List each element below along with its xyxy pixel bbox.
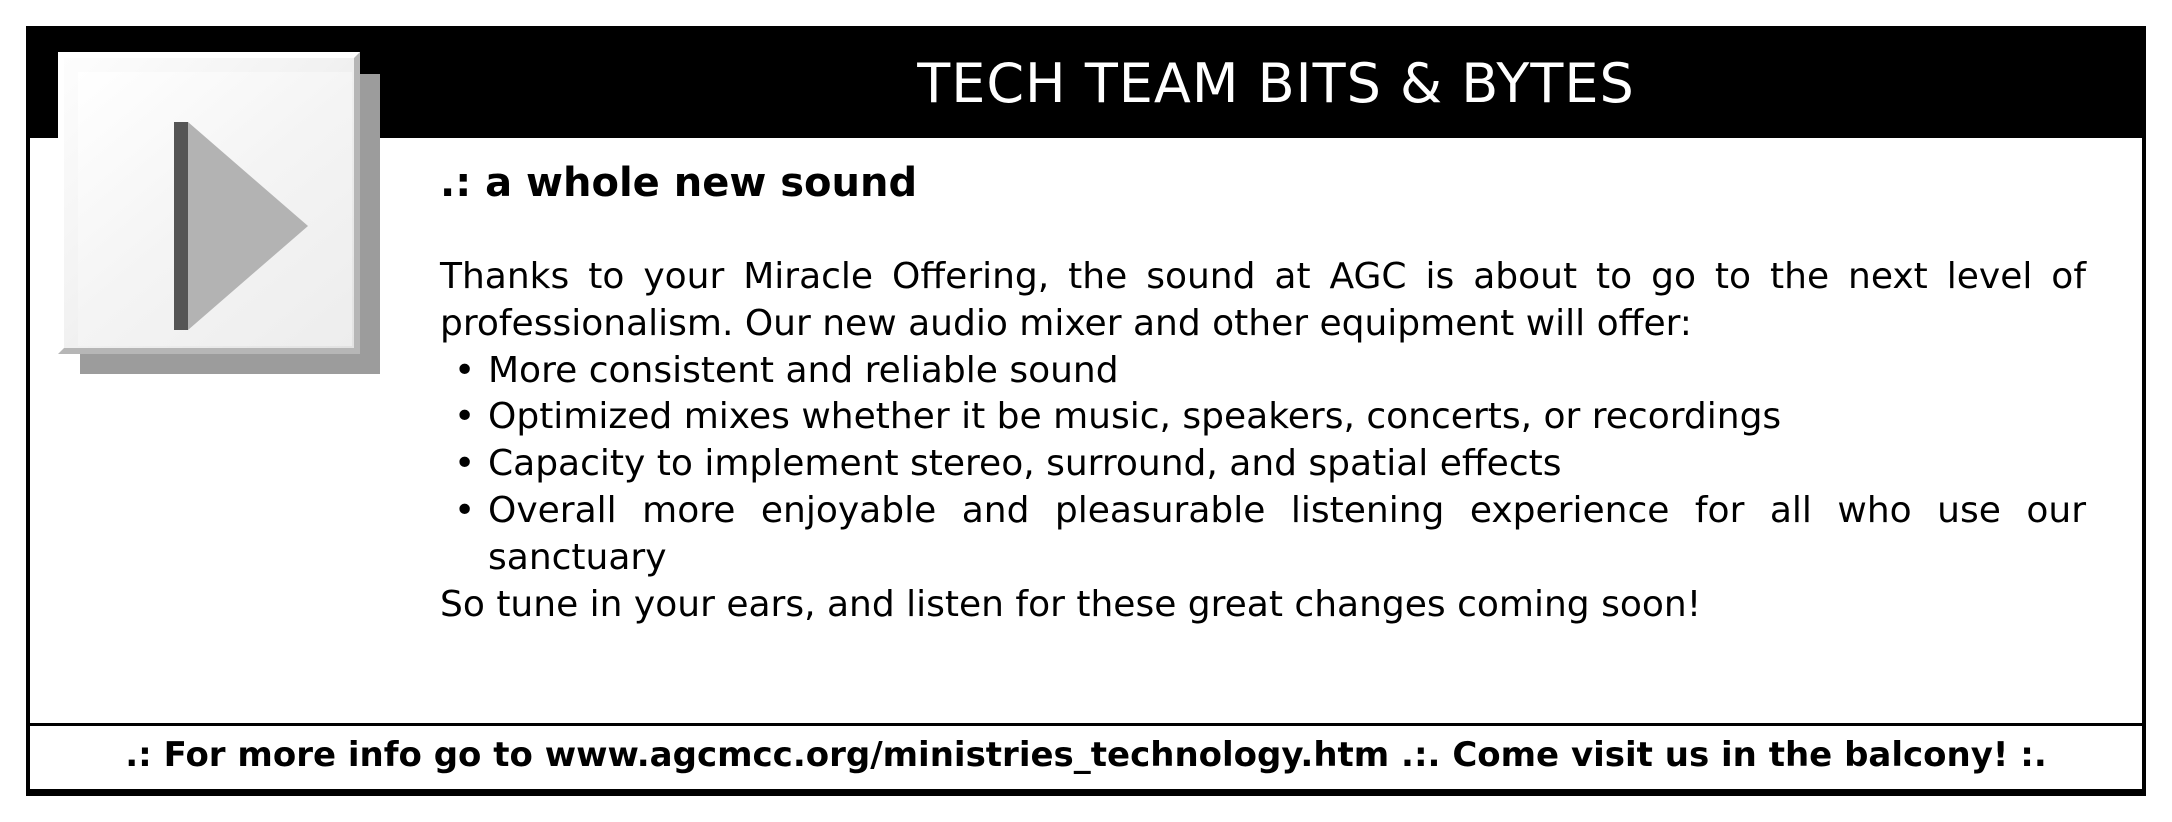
list-item: • Overall more enjoyable and pleasurable listening experience for all who use our sanctuary [440, 488, 2086, 582]
newsletter-box [26, 26, 2146, 796]
triangle-bar [174, 122, 188, 330]
article-content [420, 160, 2106, 628]
footer-text: .: For more info go to www.agcmcc.org/ministries_technology.htm .:. Come visit us in the balcony! :. [125, 735, 2047, 775]
footer-rule [30, 789, 2142, 792]
play-triangle-icon [58, 52, 388, 382]
logo-inner [78, 72, 352, 346]
logo-face [58, 52, 360, 354]
list-item: • Optimized mixes whether it be music, speakers, concerts, or recordings [440, 394, 2086, 441]
footer-strip [30, 723, 2142, 792]
article-closing-line: So tune in your ears, and listen for these great changes coming soon! [440, 583, 1702, 625]
page-title: TECH TEAM BITS & BYTES [917, 52, 1635, 115]
list-item: • More consistent and reliable sound [440, 348, 2086, 395]
article-subhead: .: a whole new sound [440, 160, 918, 206]
triangle-shape [188, 122, 308, 330]
article-bullet-list [420, 348, 2106, 582]
list-item: • Capacity to implement stereo, surround, and spatial effects [440, 441, 2086, 488]
article-intro-paragraph: Thanks to your Miracle Offering, the sound at AGC is about to go to the next level of professionalism. Our new audio mixer and other equipment will offer: [440, 256, 2086, 344]
